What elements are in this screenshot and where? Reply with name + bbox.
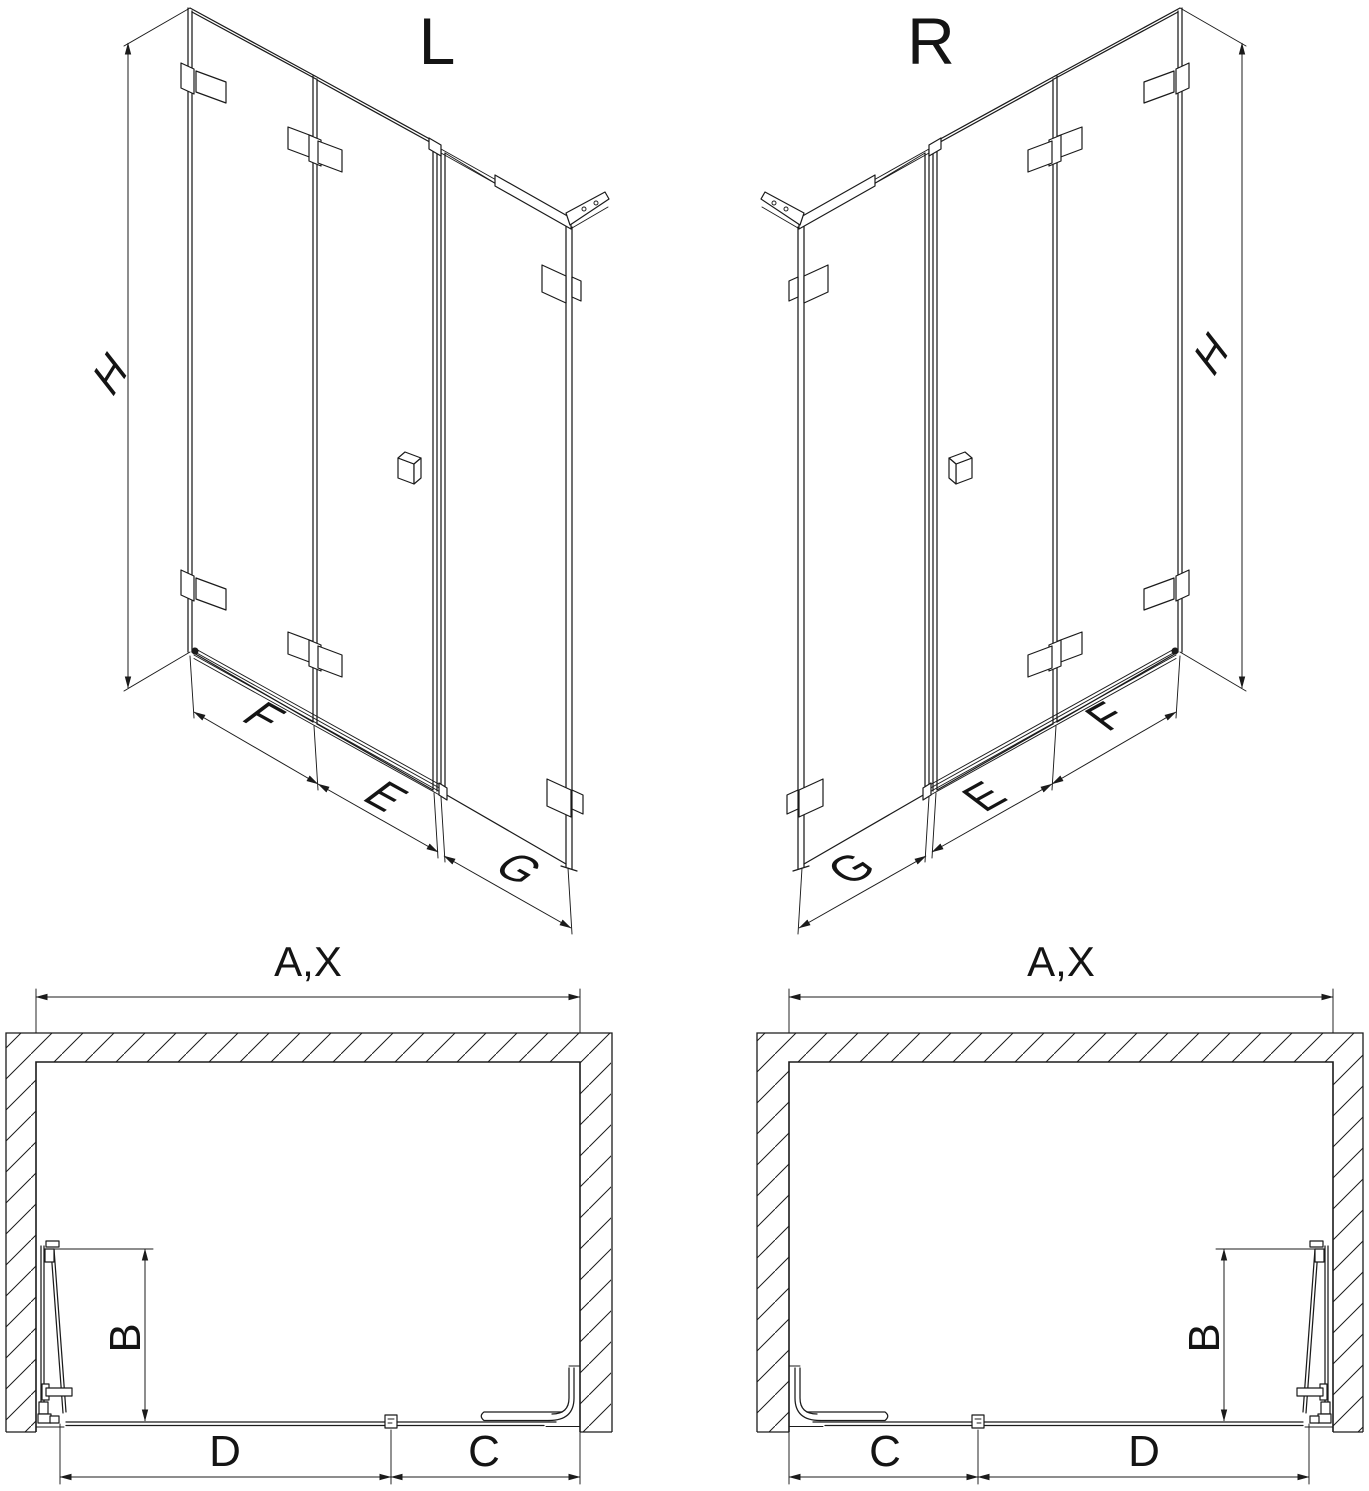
width-dim-label-left: A,X — [274, 938, 342, 985]
door-span-dim-label-left: D — [209, 1427, 241, 1476]
height-dim-label-left: H — [87, 341, 135, 408]
panel-connector — [385, 1415, 397, 1428]
width-dim-label-right: A,X — [1027, 938, 1095, 985]
panel-e-dim-label-right: E — [950, 773, 1018, 820]
height-dim-label-right: H — [1188, 321, 1236, 388]
rail-end-cap — [439, 783, 447, 800]
wall-bracket — [566, 192, 609, 225]
door-bottom-pivot — [38, 1414, 51, 1423]
wall-hinge-top — [181, 63, 194, 94]
post-clamp-bottom — [547, 779, 571, 817]
variant-right-title: R — [907, 4, 955, 78]
panel-f-dim-label-right: F — [1073, 693, 1139, 739]
plan-left-walls — [6, 1033, 612, 1432]
door-handle-plan — [46, 1388, 72, 1396]
plan-left-view-labels — [101, 938, 500, 1476]
support-arm-sleeve — [495, 175, 571, 229]
arm-glass-connector — [429, 138, 441, 156]
plan-right-walls — [757, 1033, 1363, 1432]
iso-right-view-labels — [815, 4, 1235, 892]
fold-depth-dim-label-right: B — [1180, 1323, 1229, 1353]
variant-left-title: L — [418, 4, 456, 78]
panel-f-dim-label-left: F — [231, 693, 297, 739]
panel-g-dim-label-right: G — [815, 844, 887, 893]
wall-hinge-bottom — [181, 570, 194, 601]
door-span-dim-label-right: D — [1128, 1427, 1160, 1476]
door-top-pivot — [45, 1249, 54, 1262]
panel-e-dim-label-left: E — [352, 773, 420, 820]
plan-line-art-mirrored — [789, 989, 1333, 1484]
post-clamp-top — [542, 265, 566, 303]
fold-depth-dim-label-left: B — [101, 1323, 150, 1353]
panel-g-dim-label-left: G — [483, 844, 555, 893]
iso-left-view-labels — [87, 4, 555, 892]
fixed-span-dim-label-left: C — [468, 1427, 500, 1476]
rail-pivot-cap — [192, 648, 199, 655]
plan-line-art — [36, 989, 580, 1484]
fixed-span-dim-label-right: C — [869, 1427, 901, 1476]
plan-right-view-labels — [869, 938, 1229, 1476]
